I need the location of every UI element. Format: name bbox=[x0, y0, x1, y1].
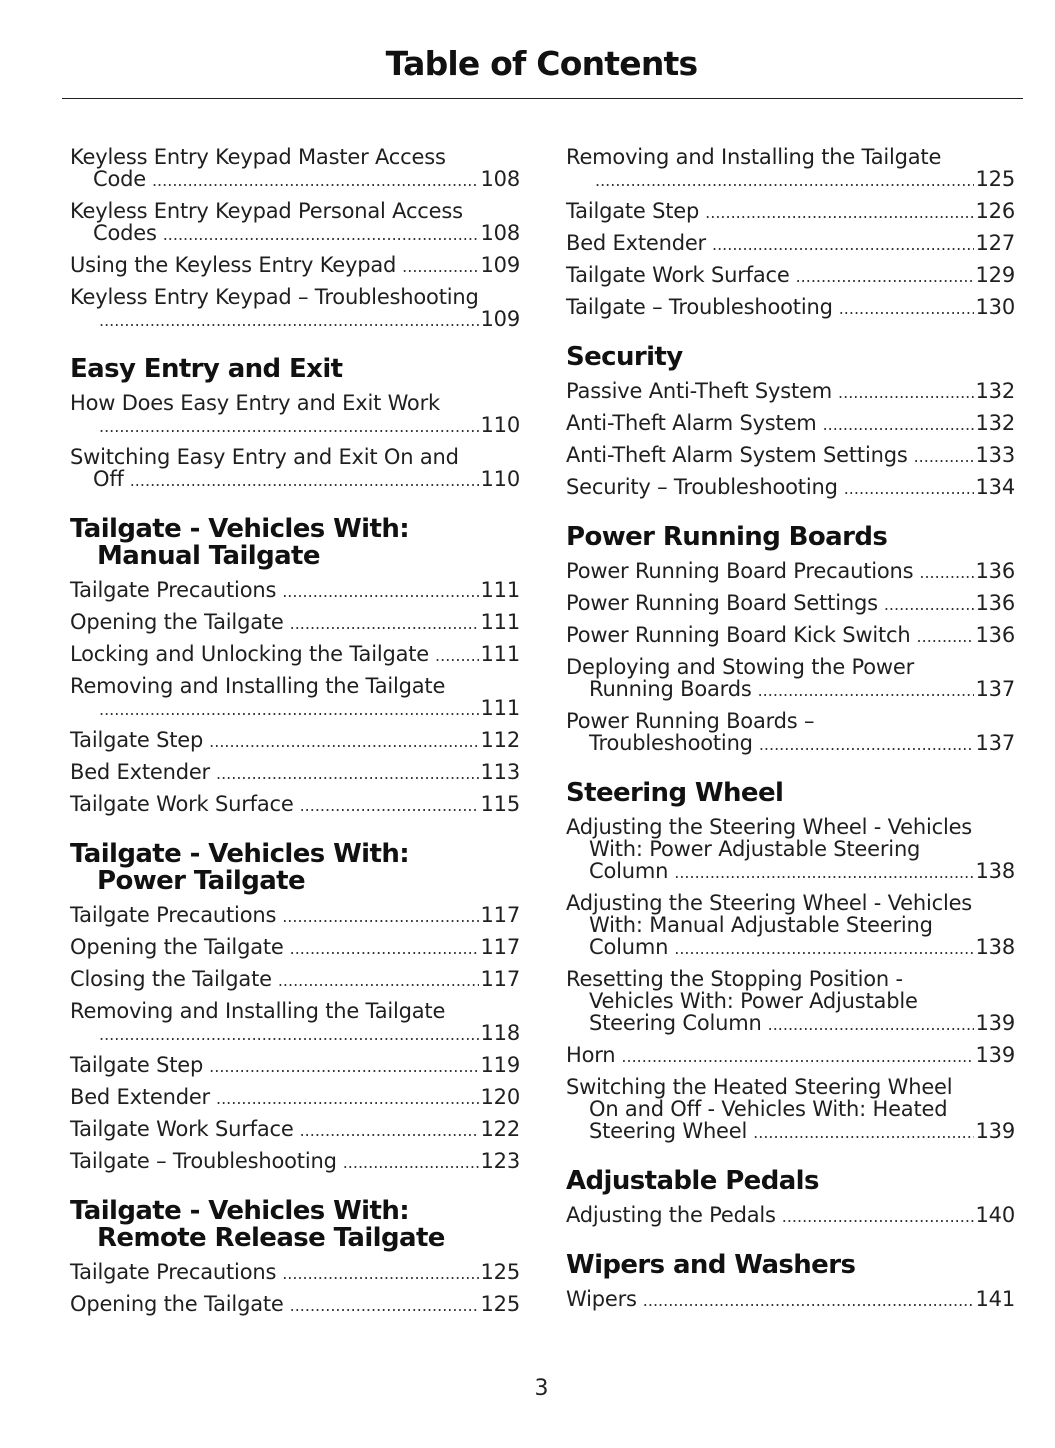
toc-entry[interactable] bbox=[566, 1076, 1015, 1144]
toc-entry-page-number: 138 bbox=[975, 935, 1015, 959]
dot-leader bbox=[163, 224, 479, 246]
section-heading-continuation: Manual Tailgate bbox=[97, 541, 320, 571]
toc-entry-title: Security – Troubleshooting bbox=[566, 475, 838, 499]
toc-entry-leader-line bbox=[566, 476, 1015, 500]
dot-leader bbox=[99, 1024, 479, 1046]
section-heading-text: Wipers and Washers bbox=[566, 1250, 856, 1280]
toc-entry-leader-line bbox=[566, 1204, 1015, 1228]
toc-entry-page-number: 111 bbox=[480, 696, 520, 720]
toc-entry-title: Adjusting the Pedals bbox=[566, 1203, 776, 1227]
toc-entry[interactable] bbox=[566, 232, 1015, 256]
toc-entry[interactable] bbox=[566, 1288, 1015, 1312]
dot-leader bbox=[844, 478, 974, 500]
toc-entry[interactable] bbox=[566, 892, 1015, 960]
dot-leader bbox=[753, 1122, 973, 1144]
toc-entry[interactable] bbox=[70, 200, 520, 246]
toc-entry[interactable] bbox=[70, 254, 520, 278]
dot-leader bbox=[209, 1056, 478, 1078]
toc-entry[interactable] bbox=[70, 968, 520, 992]
toc-entry-leader-line bbox=[566, 412, 1015, 436]
toc-entry-leader-line bbox=[566, 1044, 1015, 1068]
dot-leader bbox=[914, 446, 974, 468]
toc-entry-leader-line bbox=[566, 1012, 1015, 1036]
toc-entry-title: Keyless Entry Keypad Personal Access bbox=[70, 199, 463, 223]
toc-entry-title-continuation: On and Off - Vehicles With: Heated bbox=[589, 1097, 948, 1121]
toc-entry-leader-line bbox=[70, 1054, 520, 1078]
toc-entry-title-continuation: Running Boards bbox=[589, 677, 752, 701]
toc-entry-title: Adjusting the Steering Wheel - Vehicles bbox=[566, 815, 973, 839]
toc-entry-title-continuation: Steering Wheel bbox=[589, 1119, 748, 1143]
section-heading bbox=[70, 1198, 520, 1252]
dot-leader bbox=[621, 1046, 973, 1068]
toc-entry-title: Anti-Theft Alarm System Settings bbox=[566, 443, 908, 467]
toc-entry-title: Bed Extender bbox=[70, 1085, 210, 1109]
toc-entry-page-number: 110 bbox=[480, 467, 520, 491]
title-divider bbox=[62, 98, 1023, 99]
toc-entry-title: Removing and Installing the Tailgate bbox=[566, 145, 942, 169]
dot-leader bbox=[759, 734, 974, 756]
dot-leader bbox=[216, 763, 479, 785]
dot-leader bbox=[595, 170, 974, 192]
toc-entry-title: Tailgate Precautions bbox=[70, 903, 277, 927]
section-heading-text: Tailgate - Vehicles With: bbox=[70, 839, 410, 869]
toc-entry-leader-line bbox=[70, 222, 520, 246]
toc-entry-leader-line bbox=[566, 860, 1015, 884]
dot-leader bbox=[435, 645, 478, 667]
toc-entry-leader-line bbox=[70, 579, 520, 603]
toc-entry[interactable] bbox=[566, 710, 1015, 756]
toc-entry-title: Locking and Unlocking the Tailgate bbox=[70, 642, 430, 666]
section-heading-continuation: Power Tailgate bbox=[97, 866, 306, 896]
toc-entry-title: Power Running Board Precautions bbox=[566, 559, 914, 583]
toc-entry-title: Bed Extender bbox=[566, 231, 706, 255]
toc-entry-page-number: 111 bbox=[480, 578, 520, 602]
toc-entry-page-number: 127 bbox=[975, 231, 1015, 255]
toc-entry-title: How Does Easy Entry and Exit Work bbox=[70, 391, 440, 415]
dot-leader bbox=[768, 1014, 974, 1036]
toc-entry-title-continuation: Code bbox=[93, 167, 146, 191]
toc-entry-page-number: 137 bbox=[975, 731, 1015, 755]
toc-entry-leader-line bbox=[70, 414, 520, 438]
section-heading-text: Tailgate - Vehicles With: bbox=[70, 514, 410, 544]
toc-entry-title: Switching the Heated Steering Wheel bbox=[566, 1075, 953, 1099]
toc-entry[interactable] bbox=[566, 296, 1015, 320]
dot-leader bbox=[300, 1120, 479, 1142]
toc-entry-page-number: 125 bbox=[480, 1292, 520, 1316]
toc-entry-title-continuation: With: Power Adjustable Steering bbox=[589, 837, 921, 861]
toc-entry[interactable] bbox=[566, 592, 1015, 616]
dot-leader bbox=[99, 699, 479, 721]
toc-entry-page-number: 140 bbox=[975, 1203, 1015, 1227]
dot-leader bbox=[209, 731, 478, 753]
toc-entry-title: Opening the Tailgate bbox=[70, 1292, 284, 1316]
toc-entry-page-number: 141 bbox=[975, 1287, 1015, 1311]
toc-entry-page-number: 126 bbox=[975, 199, 1015, 223]
toc-entry-leader-line bbox=[566, 1120, 1015, 1144]
toc-entry-leader-line bbox=[70, 793, 520, 817]
toc-entry[interactable] bbox=[566, 560, 1015, 584]
toc-entry-title: Keyless Entry Keypad Master Access bbox=[70, 145, 446, 169]
toc-entry-page-number: 133 bbox=[975, 443, 1015, 467]
toc-entry-title: Power Running Boards – bbox=[566, 709, 815, 733]
toc-entry-title: Deploying and Stowing the Power bbox=[566, 655, 915, 679]
toc-entry-page-number: 136 bbox=[975, 623, 1015, 647]
section-heading bbox=[566, 1252, 1015, 1279]
toc-entry-page-number: 136 bbox=[975, 591, 1015, 615]
dot-leader bbox=[216, 1088, 479, 1110]
dot-leader bbox=[919, 562, 973, 584]
toc-entry-title-continuation: Column bbox=[589, 935, 669, 959]
toc-entry-page-number: 122 bbox=[480, 1117, 520, 1141]
section-heading bbox=[70, 841, 520, 895]
section-heading bbox=[566, 344, 1015, 371]
toc-entry-leader-line bbox=[566, 592, 1015, 616]
toc-entry-leader-line bbox=[566, 936, 1015, 960]
toc-entry[interactable] bbox=[566, 656, 1015, 702]
toc-entry-page-number: 112 bbox=[480, 728, 520, 752]
toc-entry-title: Opening the Tailgate bbox=[70, 610, 284, 634]
toc-entry[interactable] bbox=[566, 968, 1015, 1036]
section-heading-text: Tailgate - Vehicles With: bbox=[70, 1196, 410, 1226]
dot-leader bbox=[839, 298, 974, 320]
toc-entry[interactable] bbox=[566, 200, 1015, 224]
toc-entry-title: Using the Keyless Entry Keypad bbox=[70, 253, 397, 277]
dot-leader bbox=[782, 1206, 974, 1228]
section-heading bbox=[566, 1168, 1015, 1195]
toc-entry-title-continuation: Codes bbox=[93, 221, 157, 245]
page-number: 3 bbox=[534, 1376, 549, 1401]
toc-entry[interactable] bbox=[70, 675, 520, 721]
toc-entry-leader-line bbox=[566, 296, 1015, 320]
toc-entry-title: Removing and Installing the Tailgate bbox=[70, 674, 446, 698]
toc-entry-page-number: 108 bbox=[480, 221, 520, 245]
toc-entry-leader-line bbox=[566, 1288, 1015, 1312]
toc-entry-leader-line bbox=[70, 1118, 520, 1142]
toc-entry-title: Horn bbox=[566, 1043, 616, 1067]
toc-entry-title: Removing and Installing the Tailgate bbox=[70, 999, 446, 1023]
dot-leader bbox=[300, 795, 479, 817]
section-heading-continuation: Remote Release Tailgate bbox=[97, 1223, 445, 1253]
dot-leader bbox=[884, 594, 974, 616]
toc-entry-page-number: 115 bbox=[480, 792, 520, 816]
toc-entry-title: Passive Anti-Theft System bbox=[566, 379, 833, 403]
toc-entry-page-number: 111 bbox=[480, 610, 520, 634]
toc-entry[interactable] bbox=[566, 816, 1015, 884]
toc-entry-title: Resetting the Stopping Position - bbox=[566, 967, 903, 991]
toc-entry-leader-line bbox=[70, 168, 520, 192]
toc-entry-page-number: 119 bbox=[480, 1053, 520, 1077]
toc-entry[interactable] bbox=[566, 1204, 1015, 1228]
toc-entry-page-number: 132 bbox=[975, 379, 1015, 403]
toc-entry-page-number: 138 bbox=[975, 859, 1015, 883]
toc-entry-leader-line bbox=[70, 1086, 520, 1110]
toc-entry-leader-line bbox=[566, 560, 1015, 584]
toc-entry[interactable] bbox=[70, 761, 520, 785]
toc-entry-title-continuation: Steering Column bbox=[589, 1011, 762, 1035]
toc-entry-page-number: 123 bbox=[480, 1149, 520, 1173]
toc-entry-leader-line bbox=[566, 264, 1015, 288]
toc-entry[interactable] bbox=[70, 1118, 520, 1142]
dot-leader bbox=[290, 613, 479, 635]
toc-entry-page-number: 132 bbox=[975, 411, 1015, 435]
toc-entry-leader-line bbox=[70, 729, 520, 753]
toc-entry-page-number: 117 bbox=[480, 967, 520, 991]
toc-entry-title-continuation: Troubleshooting bbox=[589, 731, 753, 755]
toc-entry-title: Keyless Entry Keypad – Troubleshooting bbox=[70, 285, 479, 309]
toc-entry-title: Tailgate – Troubleshooting bbox=[70, 1149, 337, 1173]
toc-entry[interactable] bbox=[70, 611, 520, 635]
dot-leader bbox=[282, 1263, 478, 1285]
section-heading-text: Power Running Boards bbox=[566, 522, 888, 552]
section-heading bbox=[566, 780, 1015, 807]
toc-entry-leader-line bbox=[70, 254, 520, 278]
dot-leader bbox=[282, 906, 478, 928]
toc-entry-title: Bed Extender bbox=[70, 760, 210, 784]
toc-entry-leader-line bbox=[70, 1293, 520, 1317]
toc-entry-title: Tailgate Work Surface bbox=[566, 263, 790, 287]
toc-entry-page-number: 109 bbox=[480, 307, 520, 331]
toc-entry[interactable] bbox=[566, 412, 1015, 436]
dot-leader bbox=[282, 581, 478, 603]
dot-leader bbox=[838, 382, 973, 404]
toc-entry-leader-line bbox=[566, 232, 1015, 256]
toc-entry-page-number: 139 bbox=[975, 1119, 1015, 1143]
dot-leader bbox=[674, 938, 973, 960]
toc-entry-leader-line bbox=[70, 1150, 520, 1174]
toc-entry-page-number: 125 bbox=[975, 167, 1015, 191]
toc-entry[interactable] bbox=[70, 729, 520, 753]
toc-entry-title: Tailgate Work Surface bbox=[70, 1117, 294, 1141]
toc-entry-page-number: 130 bbox=[975, 295, 1015, 319]
toc-entry-title: Tailgate – Troubleshooting bbox=[566, 295, 833, 319]
toc-entry-leader-line bbox=[566, 624, 1015, 648]
toc-entry[interactable] bbox=[70, 904, 520, 928]
dot-leader bbox=[796, 266, 974, 288]
toc-entry-leader-line bbox=[70, 968, 520, 992]
toc-entry[interactable] bbox=[566, 444, 1015, 468]
toc-entry[interactable] bbox=[70, 392, 520, 438]
toc-entry-title: Tailgate Step bbox=[70, 1053, 204, 1077]
toc-entry[interactable] bbox=[566, 264, 1015, 288]
dot-leader bbox=[643, 1290, 974, 1312]
toc-entry[interactable] bbox=[70, 446, 520, 492]
toc-entry-title: Opening the Tailgate bbox=[70, 935, 284, 959]
toc-entry-page-number: 113 bbox=[480, 760, 520, 784]
toc-entry-leader-line bbox=[566, 444, 1015, 468]
toc-entry-title-continuation: Column bbox=[589, 859, 669, 883]
toc-entry-page-number: 117 bbox=[480, 935, 520, 959]
section-heading-text: Adjustable Pedals bbox=[566, 1166, 819, 1196]
toc-entry-leader-line bbox=[70, 697, 520, 721]
section-heading-text: Security bbox=[566, 342, 683, 372]
toc-entry-title: Tailgate Step bbox=[70, 728, 204, 752]
toc-entry-page-number: 118 bbox=[480, 1021, 520, 1045]
toc-entry-title: Adjusting the Steering Wheel - Vehicles bbox=[566, 891, 973, 915]
toc-entry-title: Power Running Board Settings bbox=[566, 591, 878, 615]
toc-entry-leader-line bbox=[70, 1022, 520, 1046]
toc-entry-title: Closing the Tailgate bbox=[70, 967, 272, 991]
toc-entry-title: Tailgate Work Surface bbox=[70, 792, 294, 816]
toc-entry-page-number: 110 bbox=[480, 413, 520, 437]
toc-entry[interactable] bbox=[70, 286, 520, 332]
toc-entry[interactable] bbox=[70, 643, 520, 667]
toc-entry-leader-line bbox=[566, 732, 1015, 756]
toc-entry[interactable] bbox=[70, 1293, 520, 1317]
toc-entry-leader-line bbox=[70, 1261, 520, 1285]
toc-entry-leader-line bbox=[566, 168, 1015, 192]
toc-entry-title: Tailgate Step bbox=[566, 199, 700, 223]
section-heading bbox=[70, 516, 520, 570]
section-heading-text: Steering Wheel bbox=[566, 778, 784, 808]
dot-leader bbox=[402, 256, 478, 278]
dot-leader bbox=[278, 970, 479, 992]
dot-leader bbox=[712, 234, 974, 256]
toc-entry-page-number: 109 bbox=[480, 253, 520, 277]
toc-entry[interactable] bbox=[566, 1044, 1015, 1068]
toc-entry-page-number: 137 bbox=[975, 677, 1015, 701]
toc-entry[interactable] bbox=[566, 476, 1015, 500]
toc-entry-leader-line bbox=[70, 611, 520, 635]
dot-leader bbox=[343, 1152, 479, 1174]
toc-entry-page-number: 136 bbox=[975, 559, 1015, 583]
toc-entry-page-number: 117 bbox=[480, 903, 520, 927]
toc-entry-page-number: 125 bbox=[480, 1260, 520, 1284]
toc-entry-title: Tailgate Precautions bbox=[70, 1260, 277, 1284]
toc-entry-page-number: 111 bbox=[480, 642, 520, 666]
toc-entry[interactable] bbox=[70, 1000, 520, 1046]
toc-entry[interactable] bbox=[70, 1086, 520, 1110]
toc-entry-page-number: 129 bbox=[975, 263, 1015, 287]
dot-leader bbox=[674, 862, 973, 884]
toc-column-right bbox=[566, 146, 1015, 1320]
toc-entry-title-continuation: With: Manual Adjustable Steering bbox=[589, 913, 933, 937]
toc-entry[interactable] bbox=[70, 936, 520, 960]
toc-entry-page-number: 139 bbox=[975, 1011, 1015, 1035]
toc-entry[interactable] bbox=[70, 793, 520, 817]
toc-entry-leader-line bbox=[566, 678, 1015, 702]
dot-leader bbox=[130, 470, 479, 492]
toc-entry[interactable] bbox=[70, 1150, 520, 1174]
toc-column-left bbox=[70, 146, 520, 1325]
toc-entry-leader-line bbox=[70, 761, 520, 785]
toc-entry[interactable] bbox=[70, 146, 520, 192]
toc-entry-title: Tailgate Precautions bbox=[70, 578, 277, 602]
dot-leader bbox=[823, 414, 974, 436]
toc-entry[interactable] bbox=[566, 146, 1015, 192]
toc-entry-leader-line bbox=[70, 904, 520, 928]
toc-entry[interactable] bbox=[70, 579, 520, 603]
toc-entry-page-number: 108 bbox=[480, 167, 520, 191]
toc-entry-leader-line bbox=[70, 468, 520, 492]
toc-entry-leader-line bbox=[566, 200, 1015, 224]
toc-entry-title: Wipers bbox=[566, 1287, 637, 1311]
toc-entry-page-number: 134 bbox=[975, 475, 1015, 499]
dot-leader bbox=[99, 416, 479, 438]
toc-entry-title-continuation: Vehicles With: Power Adjustable bbox=[589, 989, 918, 1013]
page-title: Table of Contents bbox=[385, 44, 698, 83]
section-heading bbox=[70, 356, 520, 383]
toc-entry[interactable] bbox=[566, 380, 1015, 404]
toc-entry-title-continuation: Off bbox=[93, 467, 124, 491]
dot-leader bbox=[290, 938, 479, 960]
toc-entry-leader-line bbox=[70, 936, 520, 960]
dot-leader bbox=[917, 626, 974, 648]
toc-entry-page-number: 139 bbox=[975, 1043, 1015, 1067]
dot-leader bbox=[290, 1295, 479, 1317]
toc-entry-title: Anti-Theft Alarm System bbox=[566, 411, 817, 435]
toc-entry-page-number: 120 bbox=[480, 1085, 520, 1109]
toc-entry[interactable] bbox=[70, 1054, 520, 1078]
toc-entry-leader-line bbox=[566, 380, 1015, 404]
toc-entry-title: Switching Easy Entry and Exit On and bbox=[70, 445, 459, 469]
dot-leader bbox=[99, 310, 479, 332]
dot-leader bbox=[758, 680, 974, 702]
toc-entry[interactable] bbox=[70, 1261, 520, 1285]
toc-entry-title: Power Running Board Kick Switch bbox=[566, 623, 911, 647]
dot-leader bbox=[705, 202, 973, 224]
dot-leader bbox=[152, 170, 479, 192]
section-heading-text: Easy Entry and Exit bbox=[70, 354, 343, 384]
toc-entry[interactable] bbox=[566, 624, 1015, 648]
section-heading bbox=[566, 524, 1015, 551]
toc-entry-leader-line bbox=[70, 643, 520, 667]
toc-entry-leader-line bbox=[70, 308, 520, 332]
